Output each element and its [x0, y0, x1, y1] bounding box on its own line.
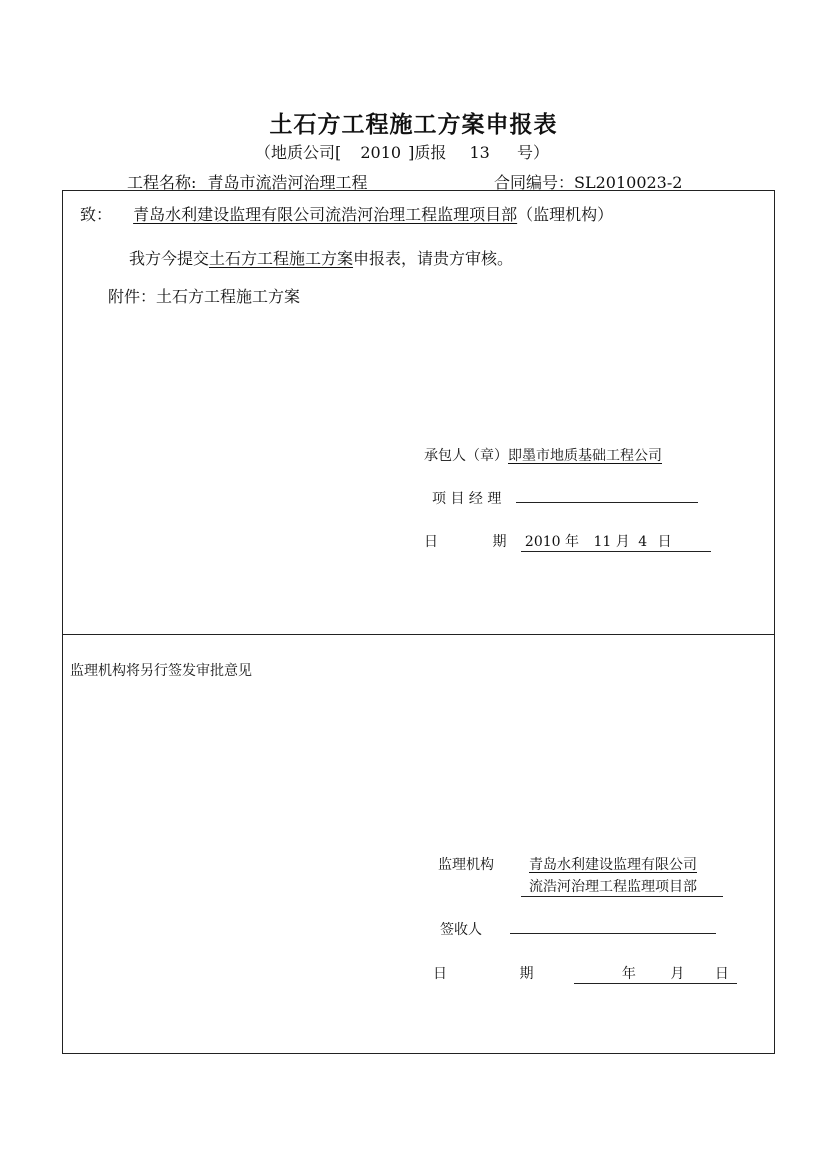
date-month: 11 — [593, 534, 612, 550]
supervision-org-line2-wrap — [521, 876, 723, 897]
date-year-unit: 年 — [565, 534, 579, 550]
section-divider — [62, 634, 775, 635]
contractor-label: 承包人（章） — [424, 448, 508, 464]
form-number-mid: ]质报 — [408, 143, 447, 162]
receipt-year-unit: 年 — [621, 966, 636, 982]
contractor-row — [424, 445, 662, 465]
date-day: 4 — [638, 534, 648, 550]
contract-number-value: SL2010023-2 — [574, 173, 683, 192]
project-name-label: 工程名称: — [127, 173, 197, 192]
project-manager-row — [432, 488, 698, 508]
project-manager-signature-line — [516, 501, 698, 503]
supervision-org-line2: 流浩河治理工程监理项目部 — [521, 876, 723, 897]
form-number-line — [255, 140, 549, 163]
signer-row — [440, 919, 716, 939]
addressee-label: 致： — [80, 205, 113, 224]
submission-date-value — [521, 531, 711, 552]
date-day-unit: 日 — [657, 534, 672, 550]
supervision-org-line1: 青岛水利建设监理有限公司 — [529, 857, 697, 873]
signer-signature-line — [510, 932, 716, 934]
receipt-date-row — [433, 963, 737, 984]
statement-prefix: 我方今提交 — [129, 249, 210, 268]
receipt-date-blank — [574, 963, 737, 984]
date-label-period: 期 — [492, 534, 507, 550]
addressee-row — [80, 202, 613, 225]
signer-label: 签收人 — [440, 922, 482, 938]
supervision-note: 监理机构将另行签发审批意见 — [70, 663, 252, 679]
date-label-day: 日 — [424, 534, 438, 550]
date-month-unit: 月 — [615, 534, 630, 550]
project-manager-label: 项 目 经 理 — [432, 491, 502, 507]
form-number-year: 2010 — [360, 143, 402, 162]
form-number-close: 号） — [516, 143, 549, 162]
submission-statement — [129, 246, 513, 269]
form-number-no: 13 — [469, 143, 490, 162]
date-year: 2010 — [524, 534, 561, 550]
form-number-open: （地质公司[ — [255, 143, 342, 162]
addressee-suffix: （监理机构） — [517, 205, 614, 224]
contract-number-label: 合同编号： — [494, 173, 575, 192]
supervision-org-label: 监理机构 — [438, 857, 494, 873]
receipt-date-label-period: 期 — [519, 966, 534, 982]
contractor-name: 即墨市地质基础工程公司 — [508, 448, 662, 464]
submission-date-row — [424, 531, 711, 552]
receipt-month-unit: 月 — [670, 966, 685, 982]
attachment-line: 附件：土石方工程施工方案 — [108, 287, 301, 306]
receipt-day-unit: 日 — [714, 966, 729, 982]
statement-suffix: 申报表，请贵方审核。 — [353, 249, 514, 268]
receipt-date-label-day: 日 — [433, 966, 447, 982]
statement-subject: 土石方工程施工方案 — [209, 249, 354, 268]
form-title: 土石方工程施工方案申报表 — [269, 111, 558, 138]
addressee-org: 青岛水利建设监理有限公司流浩河治理工程监理项目部 — [133, 205, 518, 224]
project-name-value: 青岛市流浩河治理工程 — [207, 173, 368, 192]
